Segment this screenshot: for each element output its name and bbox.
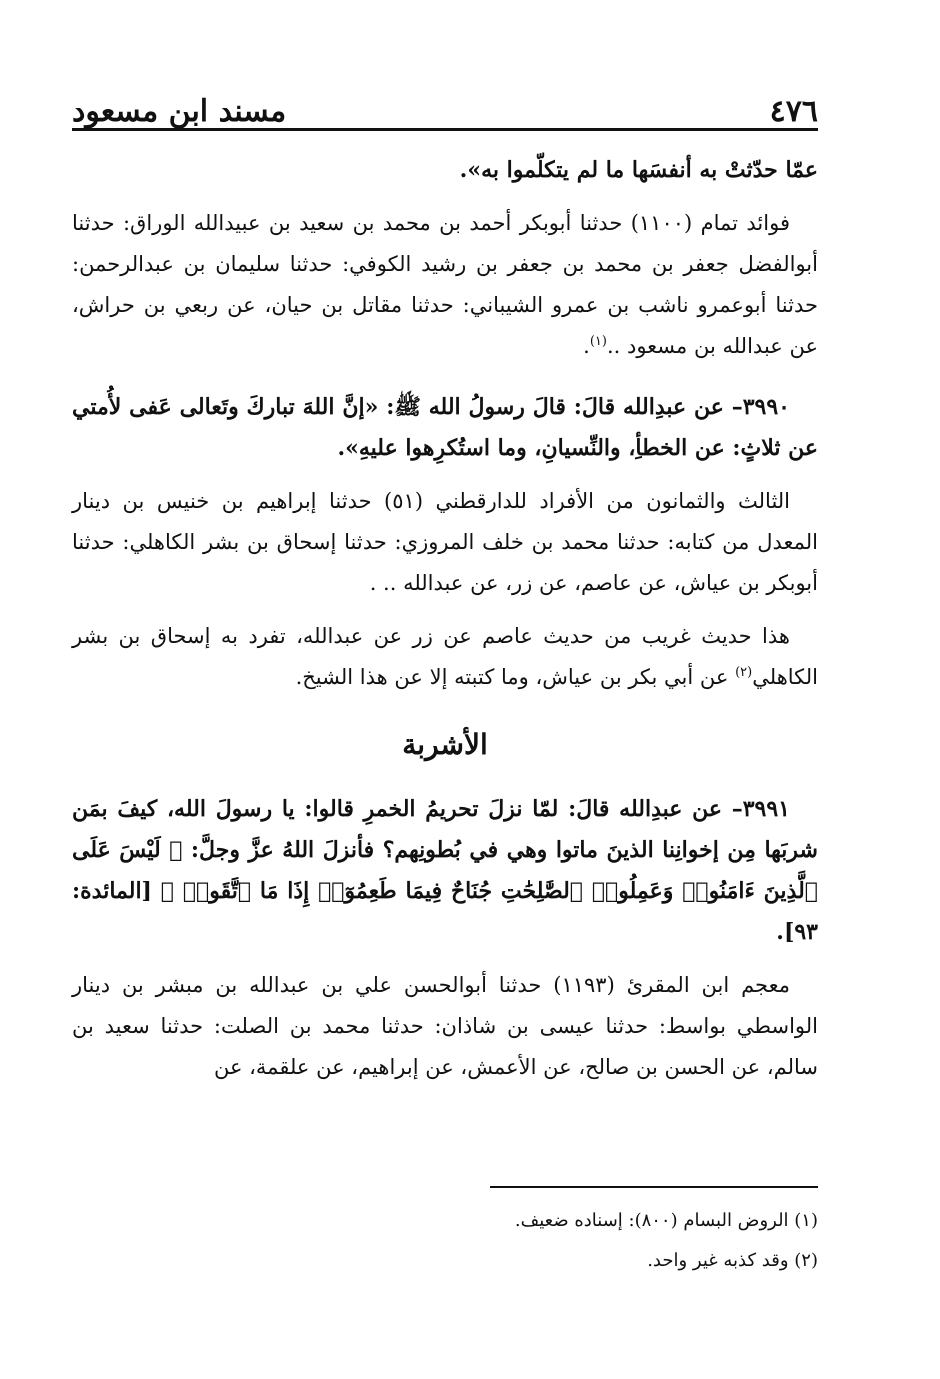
header-rule <box>72 128 818 131</box>
paragraph-end: . <box>583 334 590 358</box>
page-number: ٤٧٦ <box>769 94 818 129</box>
page-header <box>72 82 818 130</box>
paragraph-text: فوائد تمام (١١٠٠) حدثنا أبوبكر أحمد بن محمد بن سعيد بن عبيدالله الوراق: حدثنا أبوالفضل جعفر بن محمد بن جعفر بن رشيد الكوفي: حدثنا سليمان بن عبدالرحمن: حدثنا أبوعمرو ناشب بن عمرو الشيباني: حدثنا مقاتل بن حيان، عن ربعي بن حراش، عن عبدالله بن مسعود .. <box>72 211 818 358</box>
footnote-1: (١) الروض البسام (٨٠٠): إسناده ضعيف. <box>514 1210 818 1231</box>
footnote-ref-2: (٢) <box>735 665 753 680</box>
page-body <box>72 150 818 1088</box>
paragraph-source-fawaid <box>72 203 818 367</box>
footnote-ref-1: (١) <box>589 334 607 349</box>
hadith-3990: ٣٩٩٠– عن عبدِالله قالَ: قالَ رسولُ الله ﷺ: «إنَّ اللهَ تباركَ وتَعالى عَفى لأُمتي عن ثلاثٍ: عن الخطأِ، والنِّسيانِ، وما استُكرِهوا عليهِ». <box>72 394 818 461</box>
paragraph-text: هذا حديث غريب من حديث عاصم عن زر عن عبدالله، تفرد به إسحاق بن بشر الكاهلي <box>72 624 818 689</box>
hadith-3991: ٣٩٩١– عن عبدِالله قالَ: لمّا نزلَ تحريمُ الخمرِ قالوا: يا رسولَ الله، كيفَ بمَن شربَها مِن إخوانِنا الذينَ ماتوا وهي في بُطونِهم؟ فأنزلَ اللهُ عزَّ وجلَّ: ﴿ لَيْسَ عَلَى ٱلَّذِينَ ءَامَنُوا۟ وَعَمِلُوا۟ ٱلصَّٰلِحَٰتِ جُنَاحٌ فِيمَا طَعِمُوٓا۟ إِذَا مَا ٱتَّقَوا۟ ﴾ [المائدة: ٩٣]. <box>72 796 818 945</box>
footnotes <box>72 1204 818 1284</box>
paragraph-comment <box>72 616 818 698</box>
paragraph-source-afrad: الثالث والثمانون من الأفراد للدارقطني (٥١) حدثنا إبراهيم بن خنيس بن دينار المعدل من كتابه: حدثنا محمد بن خلف المروزي: حدثنا إسحاق بن بشر الكاهلي: حدثنا أبوبكر بن عياش، عن عاصم، عن زر، عن عبدالله .. . <box>72 489 818 595</box>
running-title: مسند ابن مسعود <box>72 94 287 129</box>
paragraph-continuation: عمّا حدّثتْ به أنفسَها ما لم يتكلّموا به». <box>459 157 818 183</box>
paragraph-source-muqri: معجم ابن المقرئ (١١٩٣) حدثنا أبوالحسن علي بن عبدالله بن مبشر بن دينار الواسطي بواسط: حدثنا عيسى بن شاذان: حدثنا محمد بن الصلت: حدثنا سعيد بن سالم، عن الحسن بن صالح، عن الأعمش، عن إبراهيم، عن علقمة، عن <box>72 973 818 1079</box>
paragraph-end: عن أبي بكر بن عياش، وما كتبته إلا عن هذا الشيخ. <box>295 665 736 689</box>
footnote-2: (٢) وقد كذبه غير واحد. <box>647 1250 818 1271</box>
footnote-rule <box>490 1186 818 1188</box>
section-title: الأشربة <box>402 728 488 761</box>
